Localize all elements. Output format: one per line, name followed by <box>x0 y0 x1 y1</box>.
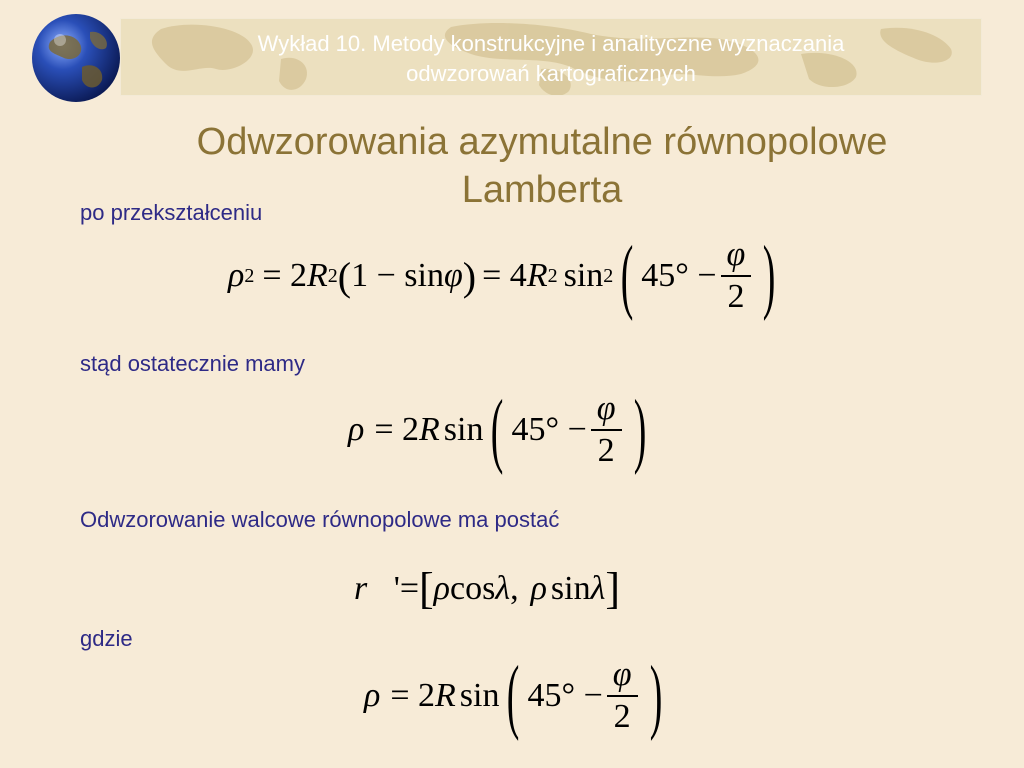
eq2-R: R <box>419 411 440 448</box>
eq1-fraction <box>721 235 752 317</box>
equation-1 <box>228 229 783 322</box>
eq1-big-paren-close: ) <box>763 229 776 322</box>
eq2-equals-2: = 2 <box>374 411 420 448</box>
eq1-45-deg-minus: 45° − <box>641 257 717 294</box>
title-line-2: Lamberta <box>461 169 623 211</box>
eq2-sin: sin <box>443 411 484 448</box>
eq1-big-paren-open: ( <box>620 229 634 322</box>
eq2-big-paren-open: ( <box>491 383 504 476</box>
eq1-sup-3: 2 <box>547 264 558 287</box>
eq1-denominator: 2 <box>727 278 745 315</box>
eq3-cos: cos <box>450 569 496 607</box>
eq4-45-deg-minus: 45° − <box>527 677 603 714</box>
eq4-sin: sin <box>459 677 500 714</box>
eq1-rho: ρ <box>228 257 245 294</box>
eq3-prime: ' <box>393 569 400 607</box>
equation-2 <box>348 383 654 476</box>
eq4-denominator: 2 <box>613 698 631 735</box>
equation-4 <box>364 649 670 742</box>
eq4-big-paren-close: ) <box>649 649 662 742</box>
eq1-R: R <box>307 257 328 294</box>
label-where: gdzie <box>80 626 133 651</box>
eq2-numerator: φ <box>591 389 622 431</box>
eq1-paren-close: ) <box>462 253 477 299</box>
eq1-numerator: φ <box>721 235 752 277</box>
eq1-one-minus-sin: 1 − sin <box>351 257 444 294</box>
eq1-equals-2: = 2 <box>262 257 308 294</box>
eq2-big-paren-close: ) <box>633 383 646 476</box>
header-line-2: odwzorowań kartograficznych <box>406 61 696 86</box>
eq2-denominator: 2 <box>597 432 615 469</box>
eq4-rho: ρ <box>364 677 381 714</box>
eq3-bracket-close: ] <box>605 564 620 613</box>
eq3-bracket-open: [ <box>419 564 434 613</box>
header-banner <box>120 18 982 96</box>
eq3-sin: sin <box>550 569 591 607</box>
eq1-sup-1: 2 <box>244 264 255 287</box>
eq1-paren-open: ( <box>337 253 352 299</box>
eq3-lambda-1: λ <box>495 569 511 607</box>
label-after-transform: po przekształceniu <box>80 200 263 225</box>
eq1-sin: sin <box>563 257 604 294</box>
eq3-lambda-2: λ <box>590 569 606 607</box>
header-line-1: Wykład 10. Metody konstrukcyjne i analityczne wyznaczania <box>257 31 845 56</box>
eq3-rho-1: ρ <box>433 569 450 607</box>
eq4-numerator: φ <box>607 655 638 697</box>
label-cylindrical: Odwzorowanie walcowe równopolowe ma postać <box>80 507 560 532</box>
lecture-header <box>121 29 981 89</box>
eq3-equals: = <box>399 569 420 607</box>
eq2-45-deg-minus: 45° − <box>511 411 587 448</box>
eq1-phi: φ <box>443 257 463 294</box>
eq3-r-vector: r⃗ <box>354 569 394 607</box>
eq4-big-paren-open: ( <box>507 649 520 742</box>
eq2-rho: ρ <box>348 411 365 448</box>
label-finally: stąd ostatecznie mamy <box>80 351 305 376</box>
equation-3 <box>354 563 620 614</box>
eq3-comma: , <box>510 569 519 607</box>
eq4-R: R <box>435 677 456 714</box>
eq4-equals-2: = 2 <box>390 677 436 714</box>
eq1-equals-4: = 4 <box>482 257 527 294</box>
eq1-sup-4: 2 <box>603 264 614 287</box>
eq1-R-2: R <box>526 257 548 294</box>
eq4-fraction <box>607 655 638 737</box>
title-line-1: Odwzorowania azymutalne równopolowe <box>196 121 888 163</box>
globe-icon <box>30 12 122 104</box>
eq1-sup-2: 2 <box>327 264 338 287</box>
eq3-rho-2: ρ <box>530 569 547 607</box>
eq2-fraction <box>591 389 622 471</box>
